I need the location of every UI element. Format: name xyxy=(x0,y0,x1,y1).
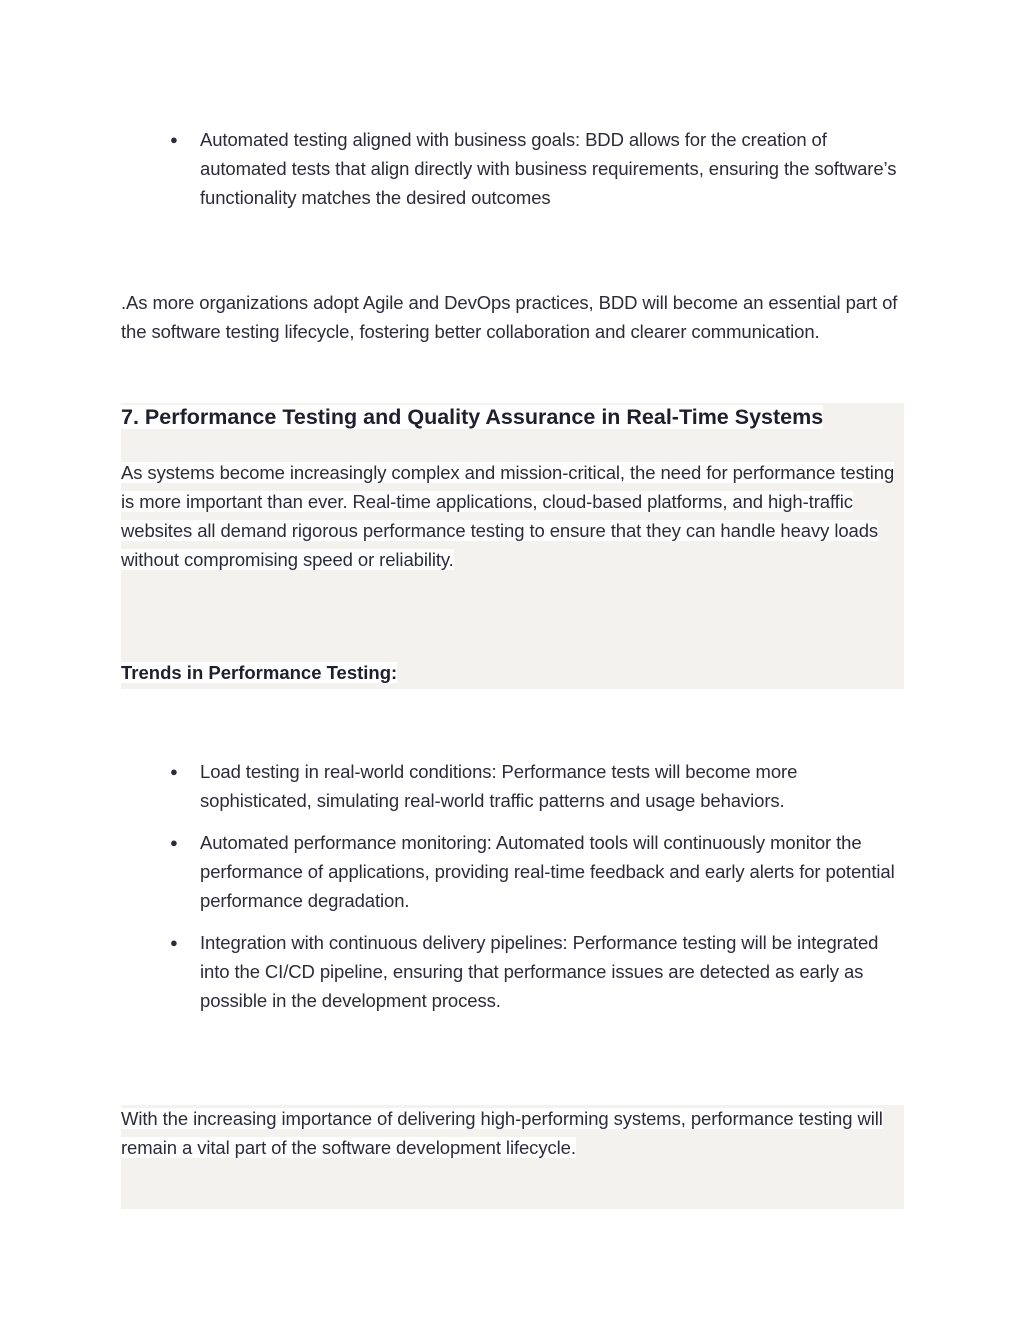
paragraph-bdd: .As more organizations adopt Agile and DevOps practices, BDD will become an essential part of the software testing lifecycle, fostering better collaboration and clearer communication. xyxy=(121,292,898,342)
list-item xyxy=(170,125,910,212)
bullet-list-trends xyxy=(170,757,910,1028)
section-subheading: Trends in Performance Testing: xyxy=(121,662,398,683)
bullet-text: Automated testing aligned with business goals: BDD allows for the creation of automated tests that align directly with business requirements, ensuring the software’s functionality matches the desired outcomes xyxy=(200,129,897,208)
bullet-icon: ● xyxy=(170,764,178,779)
bullet-text: Automated performance monitoring: Automated tools will continuously monitor the performance of applications, providing real-time feedback and early alerts for potential performance degradation. xyxy=(200,832,895,911)
section-heading: 7. Performance Testing and Quality Assurance in Real-Time Systems xyxy=(121,405,824,429)
bullet-text: Load testing in real-world conditions: Performance tests will become more sophisticated, simulating real-world traffic patterns and usage behaviors. xyxy=(200,761,798,811)
list-item xyxy=(170,757,910,815)
bullet-icon: ● xyxy=(170,935,178,950)
paragraph-closing: With the increasing importance of delivering high-performing systems, performance testing will remain a vital part of the software development lifecycle. xyxy=(121,1108,883,1158)
section-intro: As systems become increasingly complex and mission-critical, the need for performance testing is more important than ever. Real-time applications, cloud-based platforms, and high-traffic websites all demand rigorous performance testing to ensure that they can handle heavy loads without compromising speed or reliability. xyxy=(121,462,895,570)
bullet-icon: ● xyxy=(170,132,178,147)
bullet-list-bdd xyxy=(170,125,910,225)
list-item xyxy=(170,828,910,915)
bullet-icon: ● xyxy=(170,835,178,850)
list-item xyxy=(170,928,910,1015)
bullet-text: Integration with continuous delivery pipelines: Performance testing will be integrated into the CI/CD pipeline, ensuring that performance issues are detected as early as possible in the development process. xyxy=(200,932,879,1011)
